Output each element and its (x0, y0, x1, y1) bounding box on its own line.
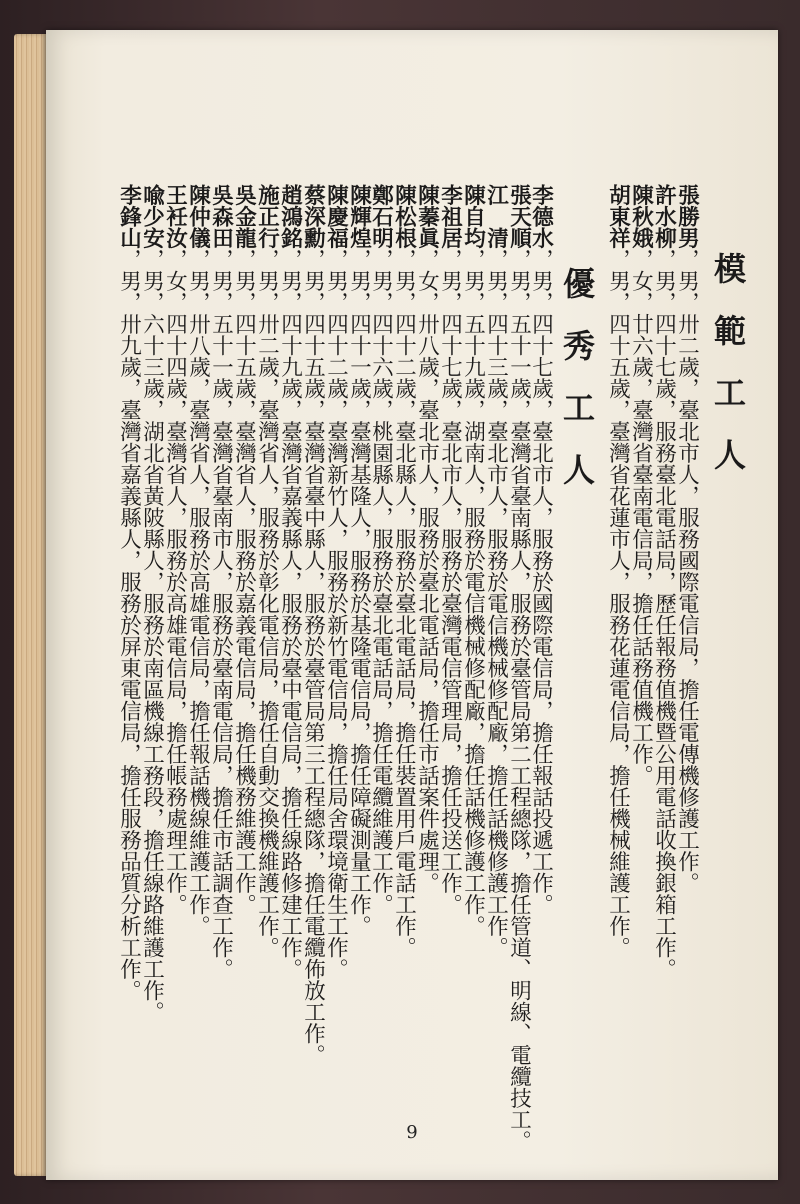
entry-excellent-2 (508, 184, 530, 1152)
entry-excellent-14 (233, 184, 255, 915)
entry-text: ，男，五十九歲，湖南人，服務於電信機械修配廠，擔任話機修護工作。 (460, 248, 486, 937)
entry-name: 吳森田 (208, 184, 234, 249)
entry-excellent-7 (393, 184, 415, 958)
entry-text: ，男，六十三歲，湖北省黃陂縣人，服務於南區機線工務段，擔任線路維護工作。 (139, 248, 165, 1023)
entry-text: ，男，卅八歲，臺灣省人，服務於高雄電信局，擔任報話機線維護工作。 (185, 248, 211, 937)
entry-name: 王衽汝 (162, 184, 188, 249)
entry-excellent-16 (187, 184, 209, 937)
entry-excellent-13 (256, 184, 278, 958)
entry-name: 陳慶福 (323, 184, 349, 249)
entry-name: 胡東祥 (605, 184, 631, 249)
entry-text: ，女，卅八歲，臺北市人，服務於臺北電話局，擔任市話案件處理。 (414, 248, 440, 894)
book-page-edges (14, 34, 48, 1176)
entry-excellent-11 (302, 184, 324, 1066)
entry-text: ，男，四十七歲，服務臺北電話局，歷任報務值機暨公用電話收換銀箱工作。 (651, 248, 677, 980)
entry-text: ，男，卅二歲，臺北市人，服務國際電信局，擔任電傳機修護工作。 (674, 248, 700, 894)
entry-excellent-18 (141, 184, 163, 1023)
entry-text: ，男，五十一歲，臺灣省臺南市人，服務於臺南電信局，擔任市話調查工作。 (208, 248, 234, 980)
entry-name: 趙鴻銘 (277, 184, 303, 249)
entry-model-4 (607, 184, 629, 958)
entry-excellent-1 (530, 184, 552, 915)
entry-excellent-3 (485, 184, 507, 958)
entry-name: 陳輝煌 (346, 184, 372, 249)
entry-name: 張天順 (506, 184, 532, 249)
entry-text: ，女，四十四歲，臺灣省人，服務於高雄電信局，擔任帳務處理工作。 (162, 248, 188, 915)
entry-name: 許水柳 (651, 184, 677, 249)
entry-name: 陳松根 (391, 184, 417, 249)
entry-name: 李祖居 (437, 184, 463, 249)
entry-excellent-12 (279, 184, 301, 980)
entry-excellent-4 (462, 184, 484, 937)
entry-text: ，男，四十九歲，臺灣省嘉義縣人，服務於臺中電信局，擔任線路修建工作。 (277, 248, 303, 980)
entry-model-3 (630, 184, 652, 786)
entry-text: ，男，四十五歲，臺灣省臺中縣人，服務於臺管局第三工程總隊，擔任電纜佈放工作。 (300, 248, 326, 1066)
entry-name: 李德水 (528, 184, 554, 249)
entry-excellent-6 (416, 184, 438, 894)
entry-name: 陳蓁眞 (414, 184, 440, 249)
section-heading-model-workers: 模範工人 (709, 252, 747, 500)
entry-name: 施正行 (254, 184, 280, 249)
entry-name: 吳金龍 (231, 184, 257, 249)
entry-name: 張勝男 (674, 184, 700, 249)
entry-text: ，男，卅九歲，臺灣省嘉義縣人，服務於屏東電信局，擔任服務品質分析工作。 (116, 248, 142, 1001)
entry-text: ，男，四十二歲，臺北縣人，服務於臺北電話局，擔任裝置用戶電話工作。 (391, 248, 417, 958)
page-number: 9 (406, 1122, 418, 1143)
entry-text: ，男，四十五歲，臺灣省人，服務於嘉義電信局，擔任機務維護工作。 (231, 248, 257, 915)
entry-name: 陳自均 (460, 184, 486, 249)
entry-name: 喩少安 (139, 184, 165, 249)
entry-text: ，男，四十六歲，桃園縣人，服務於臺北電話局，擔任電纜維護工作。 (368, 248, 394, 915)
entry-text: ，女，廿六歲，臺灣省臺南電信局，擔任話務值機工作。 (628, 248, 654, 786)
entry-text: ，男，四十五歲，臺灣省花蓮市人，服務花蓮電信局，擔任機械維護工作。 (605, 248, 631, 958)
entry-excellent-9 (348, 184, 370, 937)
entry-excellent-10 (325, 184, 347, 980)
entry-excellent-15 (210, 184, 232, 980)
entry-text: ，男，四十七歲，臺北市人，服務於國際電信局，擔任報話投遞工作。 (528, 248, 554, 915)
entry-excellent-17 (164, 184, 186, 915)
book-page (46, 30, 778, 1180)
entry-excellent-19 (118, 184, 140, 1001)
entry-name: 陳秋娥 (628, 184, 654, 249)
entry-name: 鄭石明 (368, 184, 394, 249)
section-heading-excellent-workers: 優秀工人 (558, 267, 596, 515)
entry-text: ，男，四十七歲，臺北市人，服務於臺灣電信管理局，擔任投送工作。 (437, 248, 463, 915)
entry-text: ，男，四十二歲，臺灣新竹人，服務於新竹電信局，擔任局舍環境衛生工作。 (323, 248, 349, 980)
entry-excellent-5 (439, 184, 461, 915)
entry-name: 李鋒山 (116, 184, 142, 249)
entry-text: ，男，卅二歲，臺灣省人，服務於彰化電信局，擔任自動交換機維護工作。 (254, 248, 280, 958)
entry-model-1 (676, 184, 698, 894)
entry-text: ，男，四十三歲，臺北市人，服務於電信機械修配廠，擔任話機修護工作。 (483, 248, 509, 958)
entry-name: 陳仲儀 (185, 184, 211, 249)
entry-text: ，男，四十一歲，臺灣基隆人，服務於基隆電信局，擔任障礙測量工作。 (346, 248, 372, 937)
entry-name: 蔡深勳 (300, 184, 326, 249)
entry-model-2 (653, 184, 675, 980)
entry-text: ，男，五十一歲，臺灣省臺南縣人，服務於臺管局第二工程總隊，擔任管道、明線、電纜技工。 (506, 248, 532, 1152)
entry-name: 江 清 (483, 184, 509, 249)
entry-excellent-8 (370, 184, 392, 915)
